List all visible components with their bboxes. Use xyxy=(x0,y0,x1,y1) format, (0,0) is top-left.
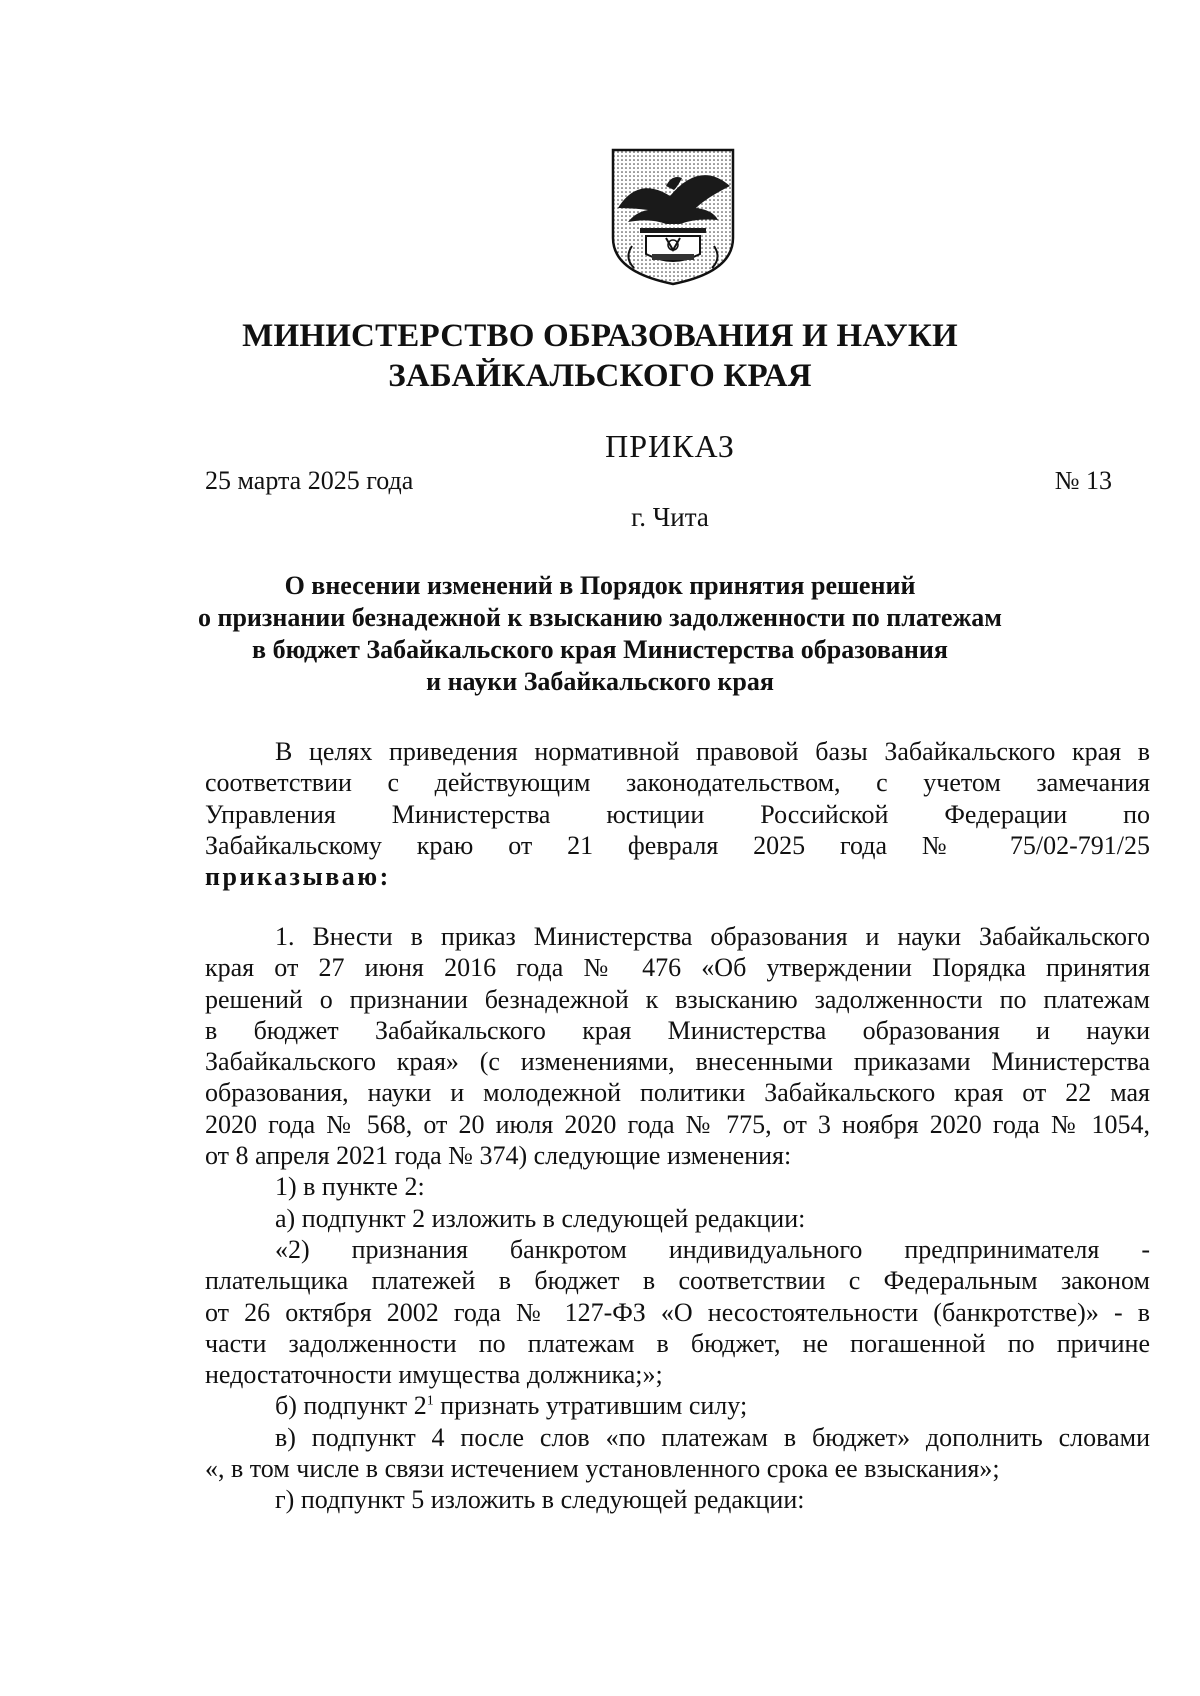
preamble-paragraph xyxy=(205,736,1150,892)
subitem-g: г) подпункт 5 изложить в следующей редакции: xyxy=(275,1485,805,1515)
text-line: 1. Внести в приказ Министерства образования и науки Забайкальского xyxy=(275,922,1150,951)
text-line: края от 27 июня 2016 года № 476 «Об утверждении Порядка принятия xyxy=(205,953,1150,983)
order-number: № 13 xyxy=(1054,466,1112,495)
quote-line: от 26 октября 2002 года № 127-ФЗ «О несостоятельности (банкротстве)» - в xyxy=(205,1297,1150,1327)
superscript: 1 xyxy=(426,1393,434,1409)
quote-line: плательщика платежей в бюджет в соответствии с Федеральным законом xyxy=(205,1266,1150,1296)
subitem-a: а) подпункт 2 изложить в следующей редакции: xyxy=(275,1203,806,1233)
ministry-name-line2: ЗАБАЙКАЛЬСКОГО КРАЯ xyxy=(388,358,812,394)
item-1-paragraph xyxy=(205,921,1150,1516)
quote-line: «2) признания банкротом индивидуального предпринимателя - xyxy=(275,1234,1150,1264)
title-line: О внесении изменений в Порядок принятия решений xyxy=(284,571,916,600)
subitem-p2-intro: 1) в пункте 2: xyxy=(275,1172,425,1202)
text-line: в бюджет Забайкальского края Министерства образования и науки xyxy=(205,1015,1150,1045)
order-verb: приказываю: xyxy=(205,862,391,892)
order-date: 25 марта 2025 года xyxy=(205,466,414,495)
text-line: В целях приведения нормативной правовой базы Забайкальского края в xyxy=(275,737,1150,766)
text-line: решений о признании безнадежной к взысканию задолженности по платежам xyxy=(205,984,1150,1014)
title-line: в бюджет Забайкальского края Министерства образования xyxy=(252,635,948,664)
document-type: ПРИКАЗ xyxy=(605,428,735,464)
subitem-v-cont: «, в том числе в связи истечением установленного срока ее взыскания»; xyxy=(205,1454,1000,1484)
quote-line: части задолженности по платежам в бюджет, не погашенной по причине xyxy=(205,1328,1150,1358)
subitem-b-text: б) подпункт 2 xyxy=(275,1391,427,1421)
title-line: о признании безнадежной к взысканию задолженности по платежам xyxy=(197,603,1003,632)
title-line: и науки Забайкальского края xyxy=(426,667,774,696)
text-line: соответствии с действующим законодательством, с учетом замечания xyxy=(205,768,1150,798)
text-line: образования, науки и молодежной политики Забайкальского края от 22 мая xyxy=(205,1078,1150,1108)
zabaikalsky-krai-coat-of-arms-icon xyxy=(608,146,738,286)
text-line: Забайкальского края» (с изменениями, внесенными приказами Министерства xyxy=(205,1047,1150,1077)
text-line: 2020 года № 568, от 20 июля 2020 года № 775, от 3 ноября 2020 года № 1054, xyxy=(205,1109,1150,1139)
subitem-v: в) подпункт 4 после слов «по платежам в бюджет» дополнить словами xyxy=(275,1422,1150,1452)
quote-line: недостаточности имущества должника;»; xyxy=(205,1360,663,1390)
text-line: Забайкальскому краю от 21 февраля 2025 года № 75/02-791/25 xyxy=(205,830,1150,860)
text-line: Управления Министерства юстиции Российской Федерации по xyxy=(205,799,1150,829)
text-line: от 8 апреля 2021 года № 374) следующие изменения: xyxy=(205,1141,792,1171)
order-city: г. Чита xyxy=(631,502,709,532)
ministry-name-line1: МИНИСТЕРСТВО ОБРАЗОВАНИЯ И НАУКИ xyxy=(242,318,958,354)
subitem-b xyxy=(205,1390,1150,1421)
order-title xyxy=(180,570,1020,698)
subitem-b-text-end: признать утратившим силу; xyxy=(433,1391,748,1421)
